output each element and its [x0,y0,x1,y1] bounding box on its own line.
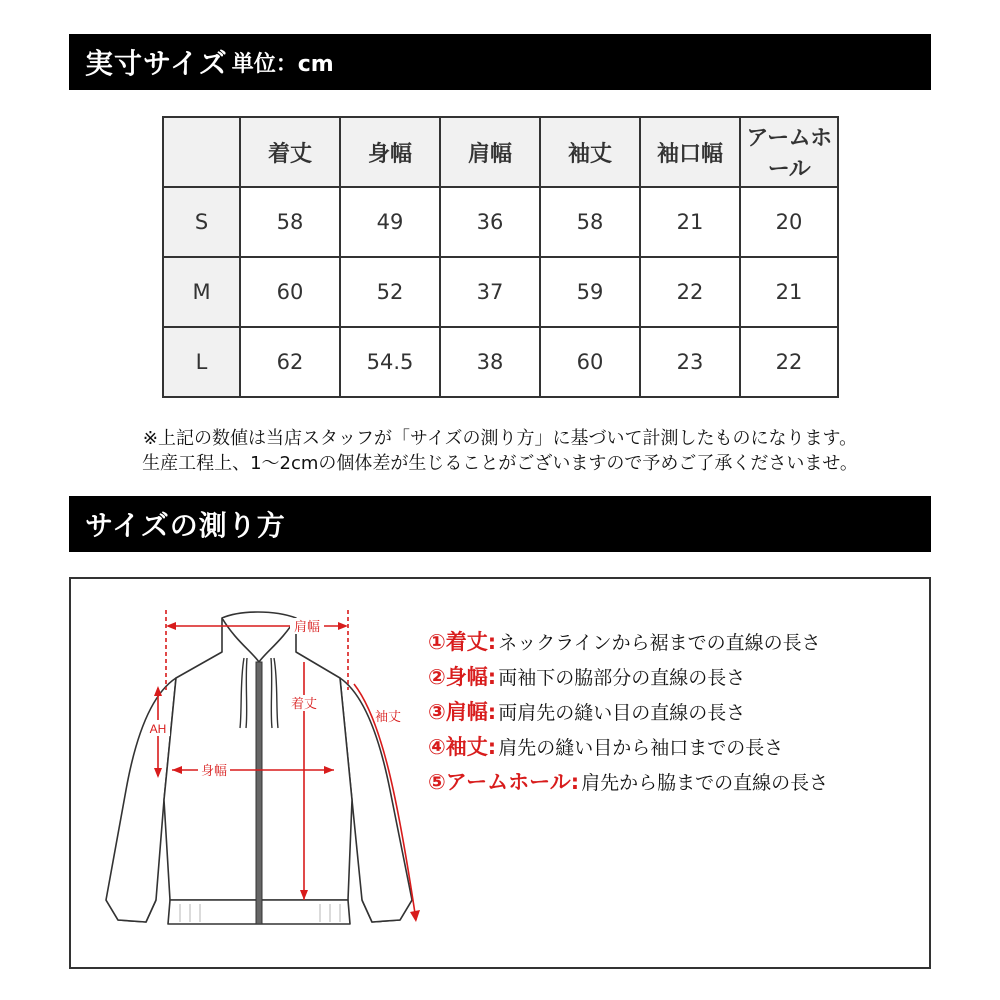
value-cell: 60 [240,257,340,327]
legend-description: 肩先の縫い目から袖口までの長さ [498,737,784,759]
header-cell: 袖口幅 [640,117,740,187]
value-cell: 60 [540,327,640,397]
value-cell: 54.5 [340,327,440,397]
legend-number: ② [428,665,446,689]
value-cell: 21 [740,257,838,327]
legend-number: ⑤ [428,770,446,794]
size-table [162,116,839,398]
value-cell: 58 [240,187,340,257]
size-unit-label: 単位：cm [231,51,334,77]
legend-description: ネックラインから裾までの直線の長さ [498,632,821,654]
header-cell: 身幅 [340,117,440,187]
table-corner-cell [163,117,240,187]
size-label-cell: S [163,187,240,257]
legend-item [428,661,745,691]
value-cell: 38 [440,327,540,397]
value-cell: 23 [640,327,740,397]
body-length-label: 着丈 [290,696,318,711]
size-label-cell: M [163,257,240,327]
legend-term: アームホール: [445,770,580,794]
value-cell: 37 [440,257,540,327]
size-table-header-row [163,117,838,187]
header-cell: アームホール [740,117,838,187]
legend-description: 肩先から脇までの直線の長さ [581,772,829,794]
value-cell: 36 [440,187,540,257]
value-cell: 58 [540,187,640,257]
value-cell: 59 [540,257,640,327]
size-section-header [69,34,931,90]
measure-section-title: サイズの測り方 [85,509,286,542]
table-row [163,327,838,397]
table-row [163,187,838,257]
legend-number: ① [428,630,446,654]
armhole-label: AH [149,722,167,736]
size-section-title: 実寸サイズ [85,47,228,80]
legend-term: 身幅: [445,665,497,689]
value-cell: 49 [340,187,440,257]
value-cell: 52 [340,257,440,327]
table-row [163,257,838,327]
sleeve-length-label: 袖丈 [374,709,402,724]
legend-item [428,626,821,656]
header-cell: 着丈 [240,117,340,187]
value-cell: 62 [240,327,340,397]
jacket-diagram [90,600,430,950]
measurement-note-line2: 生産工程上、1〜2cmの個体差が生じることがございますので予めご了承くださいませ。 [142,453,858,474]
legend-number: ④ [428,735,446,759]
legend-term: 着丈: [445,630,497,654]
body-width-label: 身幅 [200,763,228,778]
measure-section-header [69,496,931,552]
size-label-cell: L [163,327,240,397]
header-cell: 袖丈 [540,117,640,187]
legend-item [428,696,745,726]
measurement-note-line1: ※上記の数値は当店スタッフが「サイズの測り方」に基づいて計測したものになります。 [142,428,858,449]
legend-item [428,731,783,761]
legend-description: 両肩先の縫い目の直線の長さ [498,702,746,724]
value-cell: 22 [740,327,838,397]
value-cell: 20 [740,187,838,257]
legend-item [428,766,828,796]
legend-number: ③ [428,700,446,724]
legend-description: 両袖下の脇部分の直線の長さ [498,667,746,689]
value-cell: 21 [640,187,740,257]
shoulder-width-label: 肩幅 [293,619,321,634]
value-cell: 22 [640,257,740,327]
header-cell: 肩幅 [440,117,540,187]
legend-term: 袖丈: [445,735,497,759]
legend-term: 肩幅: [445,700,497,724]
